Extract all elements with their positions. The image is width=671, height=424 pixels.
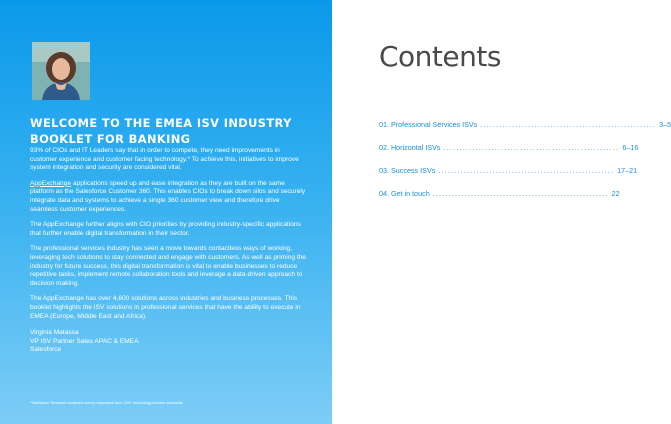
toc-item-success[interactable] — [379, 166, 638, 189]
welcome-panel — [0, 0, 332, 424]
page-heading: WELCOME TO THE EMEA ISV INDUSTRY BOOKLET FOR BANKING — [30, 116, 292, 146]
toc-leader-dots: ....................................................... — [438, 166, 615, 175]
toc-item-horizontal[interactable] — [379, 143, 639, 166]
contents-title: Contents — [379, 40, 501, 73]
contents-panel — [332, 0, 671, 424]
paragraph-cio-priorities: The AppExchange further aligns with CIO priorities by providing industry-specific applications that further enable digital transformation in their sector. — [30, 221, 301, 237]
toc-item-label: 02. Horizontal ISVs — [379, 143, 441, 152]
toc-item-get-in-touch[interactable] — [379, 189, 620, 212]
author-portrait — [32, 42, 90, 100]
signature-name: Virginia Matassa — [30, 329, 79, 337]
paragraph-solutions: The AppExchange has over 4,600 solutions across industries and business processes. This booklet highlights the ISV solutions in professional services that have the ability to execute in EMEA (Europe, Middle East and Africa). — [30, 295, 301, 320]
toc-item-label: 04. Get in touch — [379, 189, 430, 198]
footnote: *Salesforce Research analysed survey responses from 100+ technology leaders worldwide — [30, 401, 183, 405]
toc-item-label: 03. Success ISVs — [379, 166, 436, 175]
paragraph-appexchange-text: applications speed up and ease integration as they are built on the same platform as the Salesforce Customer 360. This enables CIOs to break down silos and securely integrate data and systems to achieve a single 360 customer view and therefore drive seamless customer experiences. — [30, 179, 306, 213]
toc-leader-dots: ....................................................... — [443, 143, 620, 152]
signature-title: VP ISV Partner Sales APAC & EMEA — [30, 337, 139, 345]
toc-item-label: 01. Professional Services ISVs — [379, 120, 478, 129]
toc-item-page: 6–16 — [622, 143, 639, 152]
body-copy — [30, 147, 306, 355]
portrait-icon — [32, 42, 90, 100]
toc-leader-dots: ....................................................... — [432, 189, 609, 198]
paragraph-intro: 93% of CIOs and IT Leaders say that in order to compete, they need improvements in customer experience and customer facing technology.* To achieve this, initiatives to improve system integration and security are considered vital. — [30, 147, 299, 172]
toc-item-page: 17–21 — [617, 166, 638, 175]
toc-item-professional-services[interactable] — [379, 120, 671, 143]
paragraph-professional-services: The professional services industry has seen a move towards contactless ways of working, leveraging tech solutions to stay connected and engage with customers. As well as priming the industry for future success, this digital transformation is vital to enable businesses to reduce repetitive tasks, implement remote collaboration tools and leverage a data-driven approach to decision making. — [30, 245, 306, 287]
paragraph-appexchange — [30, 180, 306, 214]
appexchange-link[interactable]: AppExchange — [30, 179, 72, 187]
signature-company: Salesforce — [30, 346, 62, 354]
toc-item-page: 22 — [611, 189, 620, 198]
table-of-contents — [379, 120, 671, 212]
toc-item-page: 3–5 — [659, 120, 671, 129]
signature-block — [30, 329, 306, 355]
toc-leader-dots: ....................................................... — [480, 120, 657, 129]
